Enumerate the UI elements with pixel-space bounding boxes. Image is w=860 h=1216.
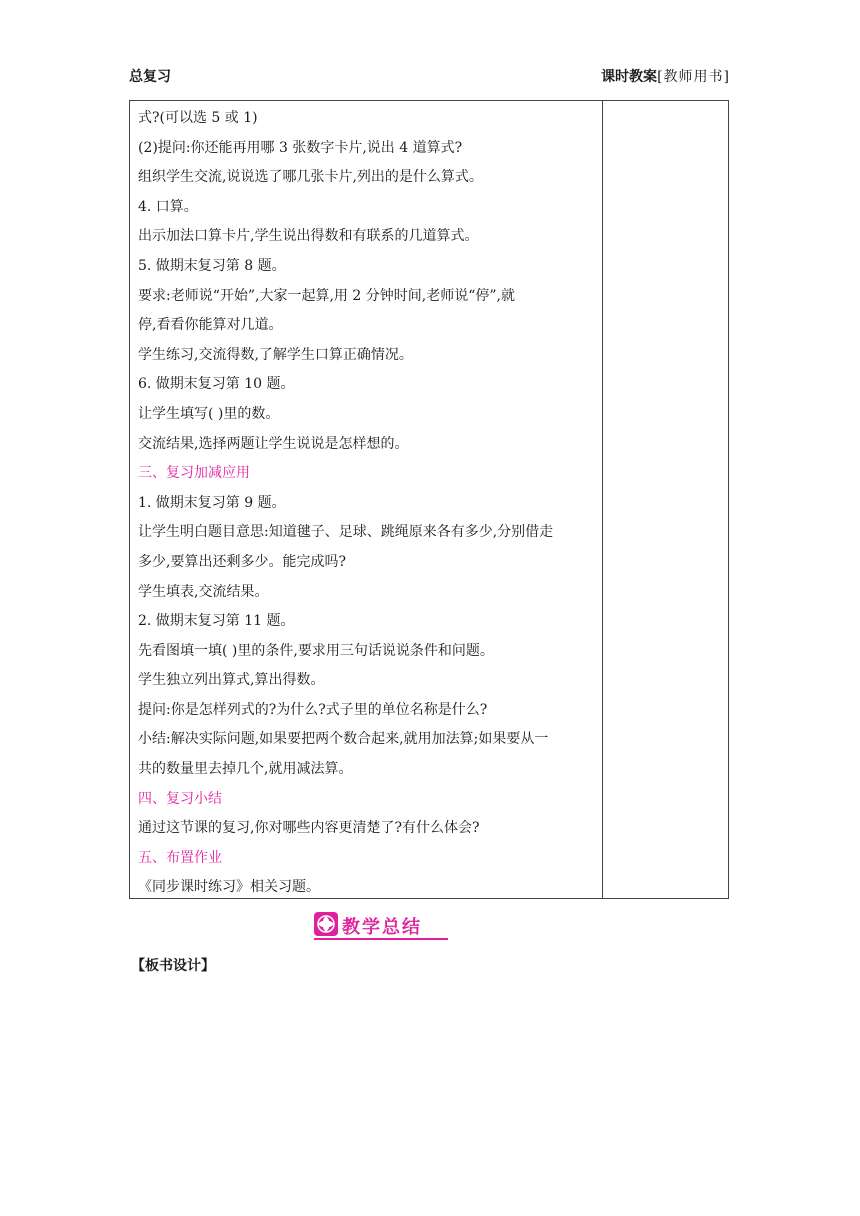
content-line: 先看图填一填( )里的条件,要求用三句话说说条件和问题。 (138, 642, 494, 659)
content-line: 要求:老师说“开始”,大家一起算,用 2 分钟时间,老师说“停”,就 (138, 287, 515, 304)
content-line: 小结:解决实际问题,如果要把两个数合起来,就用加法算;如果要从一 (138, 731, 549, 748)
content-line: 1. 做期末复习第 9 题。 (138, 494, 286, 511)
content-line: 组织学生交流,说说选了哪几张卡片,列出的是什么算式。 (138, 169, 483, 186)
content-line: 交流结果,选择两题让学生说说是怎样想的。 (138, 435, 409, 452)
table-column-divider (602, 101, 603, 898)
content-line: 《同步课时练习》相关习题。 (138, 879, 320, 896)
teaching-summary-heading (314, 912, 448, 940)
content-line: 通过这节课的复习,你对哪些内容更清楚了?有什么体会? (138, 820, 480, 837)
summary-title: 教学总结 (342, 917, 422, 938)
page-header (129, 62, 730, 100)
content-line: 多少,要算出还剩多少。能完成吗? (138, 553, 346, 570)
content-line: 停,看看你能算对几道。 (138, 317, 283, 334)
content-line: 让学生填写( )里的数。 (138, 405, 280, 422)
content-line: 学生填表,交流结果。 (138, 583, 269, 600)
content-line: 出示加法口算卡片,学生说出得数和有联系的几道算式。 (138, 228, 479, 245)
board-design-label: 【板书设计】 (131, 958, 215, 974)
header-chapter: 总复习 (129, 69, 171, 85)
content-line: 共的数量里去掉几个,就用减法算。 (138, 761, 353, 778)
section-heading: 三、复习加减应用 (138, 465, 250, 482)
content-line: 4. 口算。 (138, 198, 198, 215)
content-line: 提问:你是怎样列式的?为什么?式子里的单位名称是什么? (138, 701, 488, 718)
header-book-tag: [教师用书] (657, 69, 730, 85)
content-line: 式?(可以选 5 或 1) (138, 110, 258, 126)
content-line: 让学生明白题目意思:知道毽子、足球、跳绳原来各有多少,分别借走 (138, 524, 554, 541)
content-line: 6. 做期末复习第 10 题。 (138, 376, 295, 393)
content-line: 学生独立列出算式,算出得数。 (138, 672, 325, 689)
content-line: (2)提问:你还能再用哪 3 张数字卡片,说出 4 道算式? (138, 139, 463, 156)
header-book-title: 课时教案 (601, 69, 658, 85)
lesson-table (129, 100, 729, 899)
summary-underline (314, 938, 448, 940)
section-heading: 四、复习小结 (138, 790, 222, 807)
pinwheel-logo-icon (314, 912, 338, 936)
content-line: 5. 做期末复习第 8 题。 (138, 257, 286, 274)
header-book-type (601, 66, 730, 86)
lesson-content (138, 104, 598, 903)
section-heading: 五、布置作业 (138, 849, 222, 866)
content-line: 2. 做期末复习第 11 题。 (138, 613, 295, 630)
content-line: 学生练习,交流得数,了解学生口算正确情况。 (138, 346, 413, 363)
